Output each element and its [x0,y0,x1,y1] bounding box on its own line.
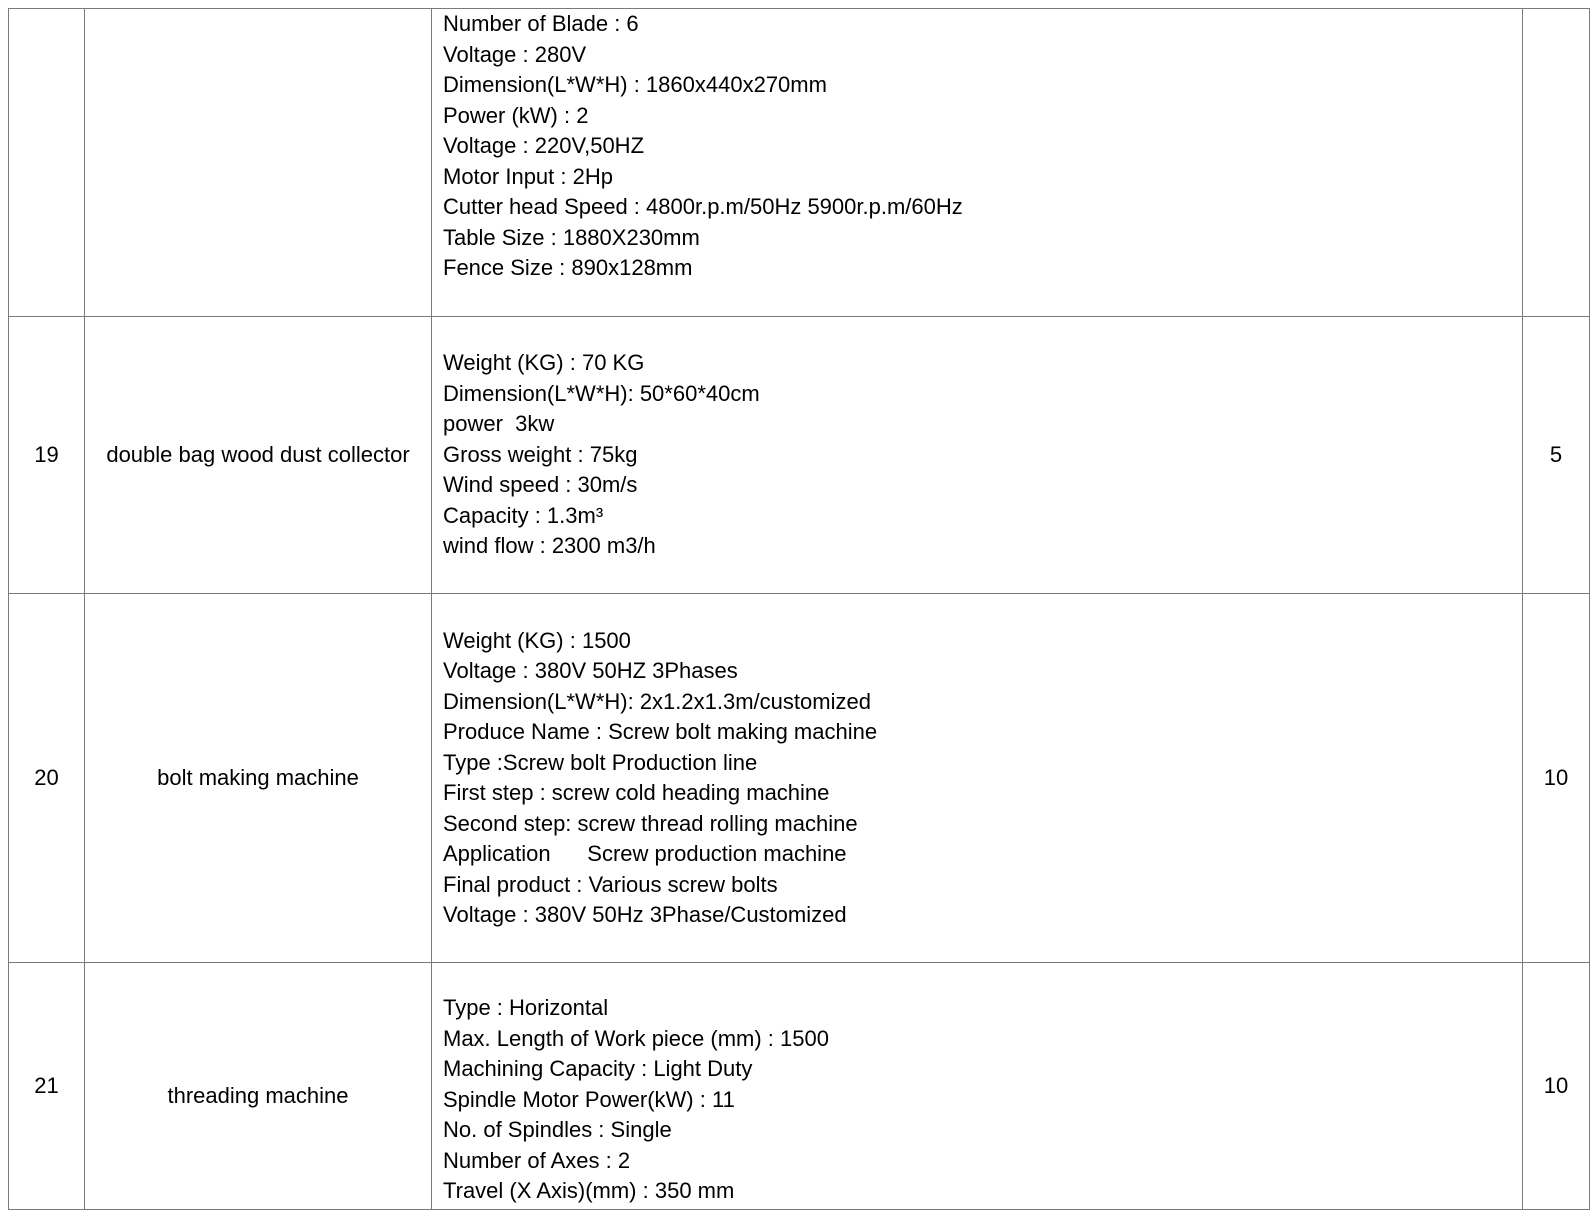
spec-line: power 3kw [443,411,555,437]
spec-line: Weight (KG) : 70 KG [443,350,645,376]
item-quantity: 10 [1543,765,1569,790]
spec-line: Number of Axes : 2 [443,1147,631,1173]
item-name: double bag wood dust collector [106,442,410,467]
spec-line: Travel (X Axis)(mm) : 350 mm [443,1178,735,1203]
spec-line: Gross weight : 75kg [443,441,638,467]
spec-line: Dimension(L*W*H): 2x1.2x1.3m/customized [443,688,871,714]
spec-line: Voltage : 220V,50HZ [443,133,645,158]
spec-line: Application Screw production machine [443,841,847,866]
spec-line: Number of Blade : 6 [443,11,639,36]
item-name [85,9,431,316]
spec-line: Spindle Motor Power(kW) : 11 [443,1086,735,1112]
spec-line: Dimension(L*W*H): 50*60*40cm [443,380,760,406]
spec-line: wind flow : 2300 m3/h [443,533,656,559]
item-specs [432,9,1522,298]
spec-line: Voltage : 280V [443,41,587,67]
spec-line: Dimension(L*W*H) : 1860x440x270mm [443,72,827,97]
spec-line: Max. Length of Work piece (mm) : 1500 [443,1025,829,1051]
item-quantity: 10 [1543,1073,1569,1098]
column-border [1589,8,1590,1210]
spec-line: Power (kW) : 2 [443,102,589,128]
spec-line: First step : screw cold heading machine [443,780,830,805]
spec-line: Wind speed : 30m/s [443,472,638,498]
spec-line: Fence Size : 890x128mm [443,255,693,280]
spec-line: Machining Capacity : Light Duty [443,1056,753,1081]
item-name: bolt making machine [157,765,359,790]
spec-line: Weight (KG) : 1500 [443,627,631,653]
spec-line: Cutter head Speed : 4800r.p.m/50Hz 5900r.p.m/60Hz [443,194,963,219]
item-name: threading machine [167,1083,349,1108]
row-number [9,9,84,316]
row-number: 20 [34,765,59,790]
row-number: 19 [34,442,59,467]
spec-line: Voltage : 380V 50Hz 3Phase/Customized [443,902,847,927]
item-specs [432,594,1522,962]
spec-line: Type :Screw bolt Production line [443,749,758,775]
spec-line: Produce Name : Screw bolt making machine [443,719,878,744]
spec-line: Capacity : 1.3m³ [443,502,604,528]
item-quantity [1523,9,1589,316]
item-specs [432,993,1522,1209]
row-number: 21 [34,1073,59,1098]
spec-line: Voltage : 380V 50HZ 3Phases [443,658,738,683]
spec-line: Type : Horizontal [443,995,609,1020]
item-specs [432,317,1522,593]
spec-line: Final product : Various screw bolts [443,871,778,897]
spec-line: No. of Spindles : Single [443,1117,672,1142]
spec-line: Table Size : 1880X230mm [443,224,700,250]
spec-line: Motor Input : 2Hp [443,163,613,189]
item-quantity: 5 [1549,442,1563,467]
spec-line: Second step: screw thread rolling machine [443,810,858,836]
